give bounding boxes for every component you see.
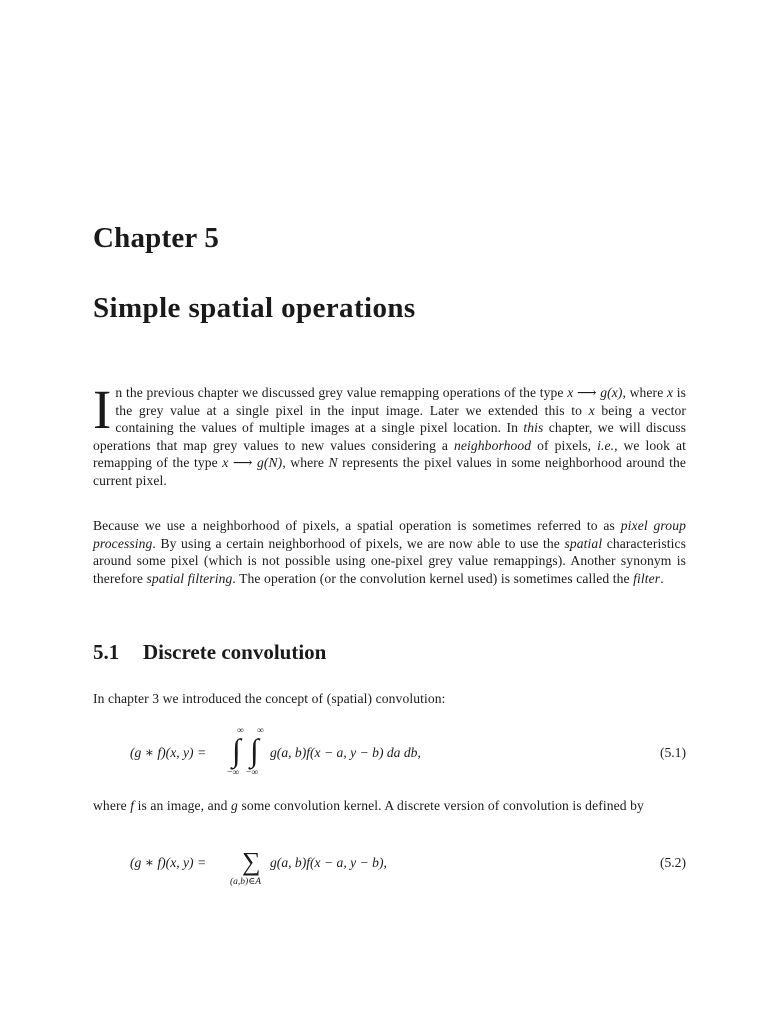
emphasis: spatial filtering — [146, 570, 233, 586]
emphasis: this — [523, 420, 544, 436]
text-run: . By using a certain neighborhood of pixels, we are now able to use the — [152, 535, 565, 551]
body-paragraph — [93, 517, 686, 587]
text-run: is an image, and — [134, 798, 232, 813]
text-run: represents the pixel values in some neighborhood around the current pixel. — [93, 455, 687, 488]
equation-number: (5.1) — [659, 745, 686, 760]
text-run: , where — [622, 385, 667, 400]
math-inline: f — [130, 798, 135, 813]
text-run: , where — [282, 455, 329, 471]
intro-paragraph — [93, 379, 687, 490]
text-run: being a vector containing the values of multiple images at a single pixel location. In — [115, 402, 686, 436]
summation-subscript: (a,b)∈A — [230, 877, 262, 887]
text-run: chapter, we will discuss operations that map grey values to new values considering a — [93, 420, 687, 453]
text-run: we look at remapping of the type — [93, 437, 687, 471]
text-run: characteristics around some pixel (which is not possible using one-pixel grey value remappings). Another synonym is therefore — [93, 535, 686, 586]
integral-sign: ∫ — [232, 732, 241, 768]
section-heading — [93, 640, 326, 665]
text-run: Because we use a neighborhood of pixels, a spatial operation is sometimes referred to as — [93, 518, 621, 533]
math-inline: x ⟶ g(x) — [567, 385, 623, 400]
emphasis: filter — [633, 570, 661, 586]
equation-lhs: (g ∗ f)(x, y) = — [130, 745, 207, 760]
integral-upper-limit: ∞ — [257, 726, 264, 736]
chapter-title: Simple spatial operations — [93, 292, 416, 324]
text-run: some convolution kernel. A discrete version of convolution is defined by — [237, 798, 644, 813]
math-inline: N — [328, 455, 338, 471]
text-run: . The operation (or the convolution kernel used) is sometimes called the — [232, 570, 634, 586]
math-inline: x — [588, 402, 595, 418]
equation-5-1 — [130, 726, 686, 782]
section-title: Discrete convolution — [143, 640, 327, 664]
text-run: where — [93, 798, 131, 813]
drop-cap: I — [93, 379, 112, 440]
emphasis: spatial — [564, 535, 603, 551]
math-inline: g — [231, 798, 238, 813]
text-run: . — [660, 570, 664, 586]
body-paragraph — [93, 690, 686, 708]
emphasis: i.e., — [597, 437, 618, 453]
integral-sign: ∫ — [250, 732, 259, 768]
equation-rhs: g(a, b)f(x − a, y − b), — [270, 855, 387, 870]
integral-lower-limit: −∞ — [227, 768, 240, 778]
text-run: is the grey value at a single pixel in the input image. Later we extended this to — [115, 385, 687, 418]
equation-lhs: (g ∗ f)(x, y) = — [130, 855, 207, 870]
body-paragraph — [93, 797, 686, 815]
chapter-label: Chapter 5 — [93, 222, 220, 254]
integral-upper-limit: ∞ — [237, 726, 244, 736]
equation-rhs: g(a, b)f(x − a, y − b) da db, — [270, 745, 421, 760]
text-run: of pixels, — [531, 437, 598, 453]
text-run: In chapter 3 we introduced the concept of (spatial) convolution: — [93, 691, 446, 706]
math-inline: x ⟶ g(N) — [222, 455, 283, 471]
emphasis: neighborhood — [453, 437, 532, 453]
equation-5-2 — [130, 848, 686, 890]
summation-sign: ∑ — [242, 847, 261, 876]
section-number: 5.1 — [93, 640, 120, 664]
integral-lower-limit: −∞ — [246, 768, 259, 778]
math-inline: x — [666, 385, 674, 400]
text-run: n the previous chapter we discussed grey value remapping operations of the type — [115, 385, 568, 400]
equation-number: (5.2) — [659, 855, 686, 870]
emphasis: pixel group processing — [93, 518, 686, 551]
